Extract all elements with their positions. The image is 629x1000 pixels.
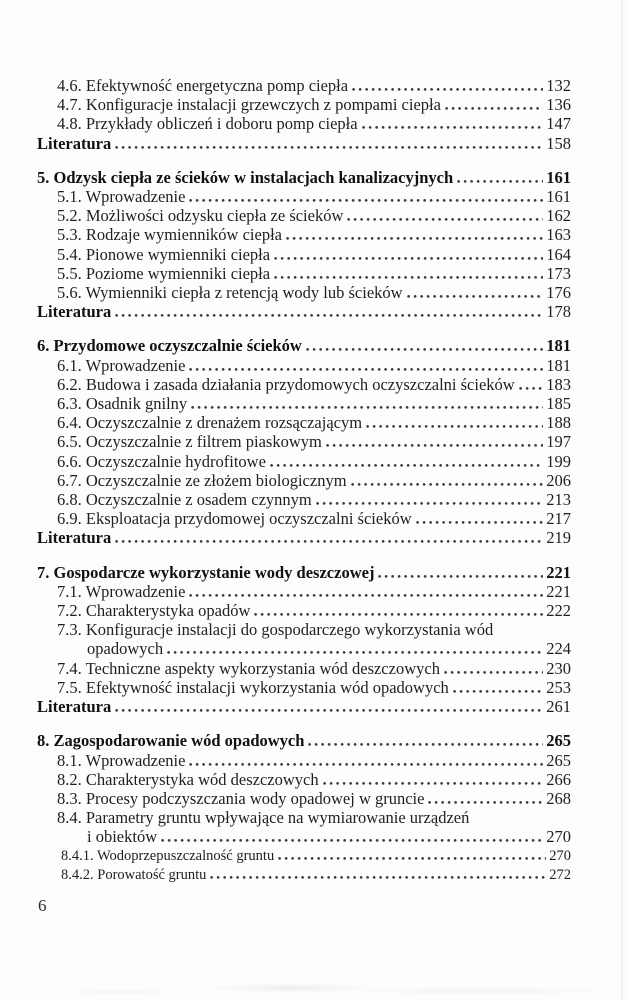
table-of-contents [37, 76, 571, 885]
toc-entry-page-number: 230 [546, 658, 571, 678]
toc-entry-page-number: 270 [549, 847, 571, 864]
toc-entry [37, 206, 571, 225]
toc-entry-title: 6.2. Budowa i zasada działania przydomowych oczyszczalni ścieków [57, 374, 515, 394]
toc-entry [37, 582, 571, 601]
toc-entry-title: 6.7. Oczyszczalnie ze złożem biologicznym [57, 470, 347, 490]
dot-leader [519, 386, 544, 390]
toc-entry-title: 5.3. Rodzaje wymienników ciepła [57, 225, 282, 245]
toc-entry-title: Literatura [37, 133, 112, 153]
toc-entry-page-number: 181 [546, 355, 571, 375]
toc-entry [37, 509, 571, 528]
dot-leader [115, 313, 543, 317]
toc-entry-title: 8.1. Wprowadzenie [57, 750, 186, 770]
dot-leader [428, 800, 543, 804]
toc-entry-title: 4.7. Konfiguracje instalacji grzewczych z pompami ciepła [57, 95, 441, 115]
toc-entry-page-number: 173 [546, 263, 571, 283]
toc-entry-page-number: 219 [546, 528, 571, 548]
toc-entry [37, 225, 571, 244]
toc-entry-page-number: 188 [546, 413, 571, 433]
dot-leader [323, 781, 544, 785]
toc-entry-page-number: 221 [546, 581, 571, 601]
dot-leader [189, 367, 543, 371]
toc-entry [37, 678, 571, 697]
toc-entry-page-number: 197 [546, 432, 571, 452]
toc-entry [37, 639, 571, 658]
toc-entry [37, 168, 571, 187]
toc-entry-title: 6.4. Oczyszczalnie z drenażem rozsączającym [57, 413, 363, 433]
toc-entry-title: 8. Zagospodarowanie wód opadowych [37, 731, 305, 751]
scan-artifact-right-edge [621, 0, 623, 1000]
toc-entry-title: 6.8. Oczyszczalnie z osadem czynnym [57, 490, 312, 510]
dot-leader [362, 125, 544, 129]
toc-entry-title: 5.1. Wprowadzenie [57, 187, 186, 207]
toc-entry-page-number: 199 [546, 451, 571, 471]
toc-entry-title: 7.5. Efektywność instalacji wykorzystania wód opadowych [57, 677, 449, 697]
toc-entry [37, 563, 571, 582]
dot-leader [308, 742, 543, 746]
page-number: 6 [38, 896, 47, 915]
toc-entry [37, 302, 571, 321]
toc-entry-page-number: 206 [546, 470, 571, 490]
toc-entry-title: 4.6. Efektywność energetyczna pomp ciepła [57, 76, 349, 95]
toc-entry [37, 770, 571, 789]
toc-entry [37, 452, 571, 471]
dot-leader [352, 87, 543, 91]
toc-entry-page-number: 265 [546, 750, 571, 770]
toc-entry-page-number: 147 [546, 114, 571, 134]
toc-entry [37, 731, 571, 750]
dot-leader [189, 198, 543, 202]
toc-entry-title: 5.5. Poziome wymienniki ciepła [57, 263, 271, 283]
toc-entry-title: 7.1. Wprowadzenie [57, 581, 186, 601]
toc-entry-title: 6.3. Osadnik gnilny [57, 394, 188, 414]
toc-entry-page-number: 136 [546, 95, 571, 115]
toc-entry-title: 5.2. Możliwości odzysku ciepła ze ścieków [57, 206, 344, 226]
toc-entry-page-number: 132 [546, 76, 571, 95]
dot-leader [278, 856, 546, 860]
toc-entry [37, 789, 571, 808]
dot-leader [274, 256, 543, 260]
toc-entry-page-number: 158 [546, 133, 571, 153]
toc-entry-page-number: 213 [546, 490, 571, 510]
dot-leader [161, 838, 543, 842]
toc-entry-page-number: 176 [546, 283, 571, 303]
toc-entry [37, 471, 571, 490]
toc-entry-title: 6.5. Oczyszczalnie z filtrem piaskowym [57, 432, 322, 452]
toc-entry-page-number: 183 [546, 374, 571, 394]
toc-entry-page-number: 268 [546, 788, 571, 808]
dot-leader [286, 236, 543, 240]
toc-entry-title: 5.6. Wymienniki ciepła z retencją wody lub ścieków [57, 283, 403, 303]
dot-leader [347, 217, 543, 221]
dot-leader [167, 650, 543, 654]
toc-entry [37, 375, 571, 394]
toc-entry-page-number: 162 [546, 206, 571, 226]
toc-entry-page-number: 163 [546, 225, 571, 245]
toc-entry [37, 620, 571, 639]
dot-leader [191, 405, 543, 409]
dot-leader [378, 574, 543, 578]
toc-entry-page-number: 224 [546, 639, 571, 659]
toc-entry-page-number: 185 [546, 394, 571, 414]
toc-entry-title: 8.4.1. Wodoprzepuszczalność gruntu [61, 847, 275, 864]
dot-leader [444, 670, 543, 674]
toc-entry [37, 659, 571, 678]
dot-leader [115, 145, 543, 149]
toc-entry-title: 8.3. Procesy podczyszczania wody opadowej w gruncie [57, 788, 425, 808]
dot-leader [416, 520, 544, 524]
dot-leader [189, 762, 543, 766]
dot-leader [254, 612, 543, 616]
toc-entry-title: 6.9. Eksploatacja przydomowej oczyszczalni ścieków [57, 509, 412, 529]
toc-entry [37, 264, 571, 283]
toc-entry-title: 5. Odzysk ciepła ze ścieków w instalacjach kanalizacyjnych [37, 167, 454, 187]
toc-entry-page-number: 217 [546, 509, 571, 529]
dot-leader [366, 424, 543, 428]
toc-entry-page-number: 253 [546, 677, 571, 697]
toc-entry-title: 8.4. Parametry gruntu wpływające na wymiarowanie urządzeń [57, 808, 470, 828]
toc-entry-page-number: 164 [546, 244, 571, 264]
toc-entry-page-number: 261 [546, 697, 571, 717]
toc-entry [37, 808, 571, 827]
dot-leader [115, 708, 543, 712]
toc-entry [37, 394, 571, 413]
toc-entry [37, 751, 571, 770]
toc-entry-title: Literatura [37, 528, 112, 548]
dot-leader [270, 463, 543, 467]
dot-leader [445, 106, 543, 110]
toc-entry-title: 7. Gospodarcze wykorzystanie wody deszczowej [37, 562, 375, 582]
toc-entry-page-number: 266 [546, 769, 571, 789]
toc-entry-page-number: 161 [546, 187, 571, 207]
toc-entry-title: 5.4. Pionowe wymienniki ciepła [57, 244, 271, 264]
dot-leader [351, 482, 544, 486]
toc-entry-title: 4.8. Przykłady obliczeń i doboru pomp ciepła [57, 114, 358, 134]
dot-leader [326, 443, 543, 447]
toc-entry [37, 413, 571, 432]
toc-entry-page-number: 265 [546, 731, 571, 751]
toc-entry-title: 6.6. Oczyszczalnie hydrofitowe [57, 451, 266, 471]
toc-entry-page-number: 178 [546, 302, 571, 322]
toc-entry-page-number: 221 [546, 562, 571, 582]
toc-entry-title: 8.2. Charakterystyka wód deszczowych [57, 769, 319, 789]
toc-entry-title: Literatura [37, 697, 112, 717]
dot-leader [189, 593, 543, 597]
dot-leader [316, 501, 544, 505]
dot-leader [306, 347, 543, 351]
dot-leader [407, 294, 544, 298]
toc-entry [37, 187, 571, 206]
toc-entry [37, 847, 571, 866]
toc-entry-page-number: 161 [546, 167, 571, 187]
toc-entry [37, 601, 571, 620]
toc-entry [37, 76, 571, 95]
toc-entry-page-number: 222 [546, 601, 571, 621]
toc-entry [37, 356, 571, 375]
toc-entry-title: 8.4.2. Porowatość gruntu [61, 866, 207, 883]
toc-entry-page-number: 270 [546, 827, 571, 847]
toc-entry-title: 7.3. Konfiguracje instalacji do gospodarczego wykorzystania wód [57, 620, 494, 640]
toc-entry [37, 827, 571, 846]
dot-leader [115, 539, 543, 543]
toc-entry [37, 432, 571, 451]
toc-entry-title: 6. Przydomowe oczyszczalnie ścieków [37, 336, 302, 356]
dot-leader [210, 875, 546, 879]
toc-entry [37, 490, 571, 509]
toc-entry-title: i obiektów [87, 827, 158, 847]
toc-entry-title: 6.1. Wprowadzenie [57, 355, 186, 375]
toc-entry [37, 134, 571, 153]
dot-leader [453, 689, 543, 693]
toc-entry [37, 697, 571, 716]
toc-entry [37, 95, 571, 114]
dot-leader [457, 179, 543, 183]
scan-artifact-bottom-noise [0, 974, 629, 996]
toc-entry-title: opadowych [87, 639, 164, 659]
toc-entry-title: Literatura [37, 302, 112, 322]
dot-leader [274, 275, 543, 279]
toc-entry [37, 528, 571, 547]
toc-entry [37, 283, 571, 302]
toc-entry-page-number: 181 [546, 336, 571, 356]
toc-entry [37, 336, 571, 355]
toc-entry-title: 7.2. Charakterystyka opadów [57, 601, 251, 621]
toc-entry-page-number: 272 [549, 866, 571, 883]
toc-entry [37, 866, 571, 885]
toc-entry [37, 245, 571, 264]
toc-entry-title: 7.4. Techniczne aspekty wykorzystania wód deszczowych [57, 658, 440, 678]
toc-entry [37, 114, 571, 133]
